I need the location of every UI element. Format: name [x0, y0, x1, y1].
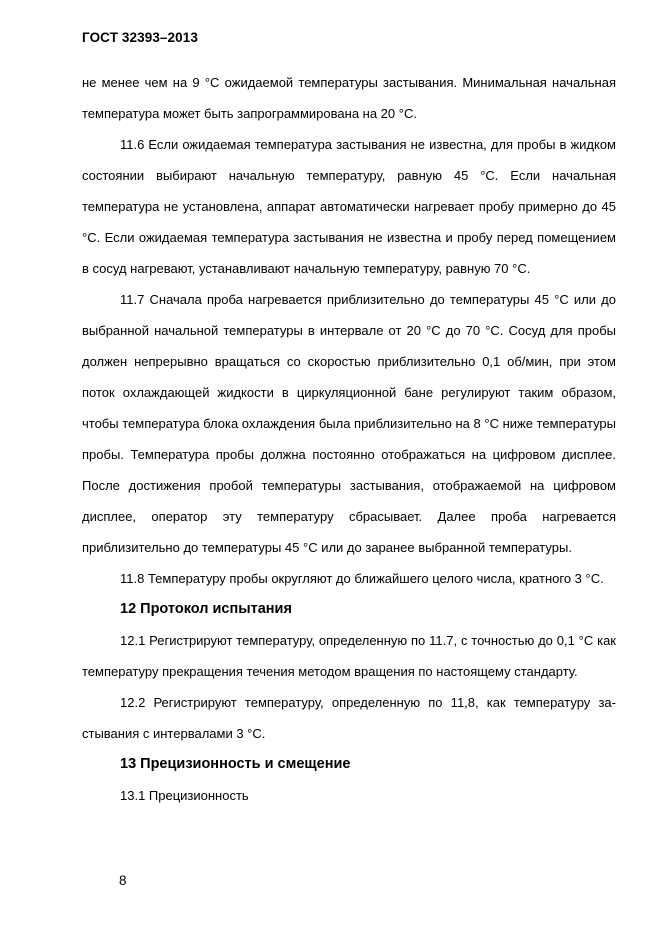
page-number: 8: [119, 873, 127, 888]
paragraph-11-8: 11.8 Температуру пробы округляют до ближайшего целого числа, кратного 3 °С.: [120, 571, 604, 586]
paragraph-12-1: 12.1 Регистрируют температуру, определенную по 11.7, с точностью до 0,1 °С как температуру прекращения течения методом вращения по настоящему стандарту.: [82, 633, 616, 679]
paragraph-11-7: 11.7 Сначала проба нагревается приблизительно до температуры 45 °С или до выбранной начальной температуры в интервале от 20 °С до 70 °С. Сосуд для пробы должен непрерывно вращаться со скоростью приблизительно 0,1 об/мин, при этом поток охлаждающей жидкости в циркуляционной бане регулируют таким образом, чтобы температура блока охлаждения была приблизительно на 8 °С ниже температуры пробы. Температура пробы должна постоянно отображаться на цифровом дисплее. После достижения пробой температуры застывания, отображаемой на цифровом дисплее, оператор эту температуру сбрасывает. Далее проба нагревается приблизительно до температуры 45 °С или до заранее выбранной температуры.: [82, 292, 616, 555]
document-code-header: ГОСТ 32393–2013: [82, 30, 198, 45]
document-body: [82, 67, 616, 811]
paragraph-11-6: 11.6 Если ожидаемая температура застывания не известна, для пробы в жидком состоянии выбирают начальную температуру, равную 45 °С. Если начальная температура не установлена, аппарат автоматически нагревает пробу примерно до 45 °С. Если ожидаемая температура застывания не известна и пробу перед помещением в сосуд нагревают, устанавливают начальную температуру, равную 70 °С.: [82, 137, 616, 276]
paragraph-continuation: не менее чем на 9 °С ожидаемой температуры застывания. Минимальная начальная температура может быть запрограммирована на 20 °С.: [82, 75, 616, 121]
section-heading-12: 12 Протокол испытания: [120, 601, 292, 617]
section-heading-13: 13 Прецизионность и смещение: [120, 756, 351, 772]
paragraph-12-2: 12.2 Регистрируют температуру, определенную по 11,8, как температуру застывания с интервалами 3 °С.: [82, 695, 616, 741]
paragraph-13-1: 13.1 Прецизионность: [120, 788, 249, 803]
